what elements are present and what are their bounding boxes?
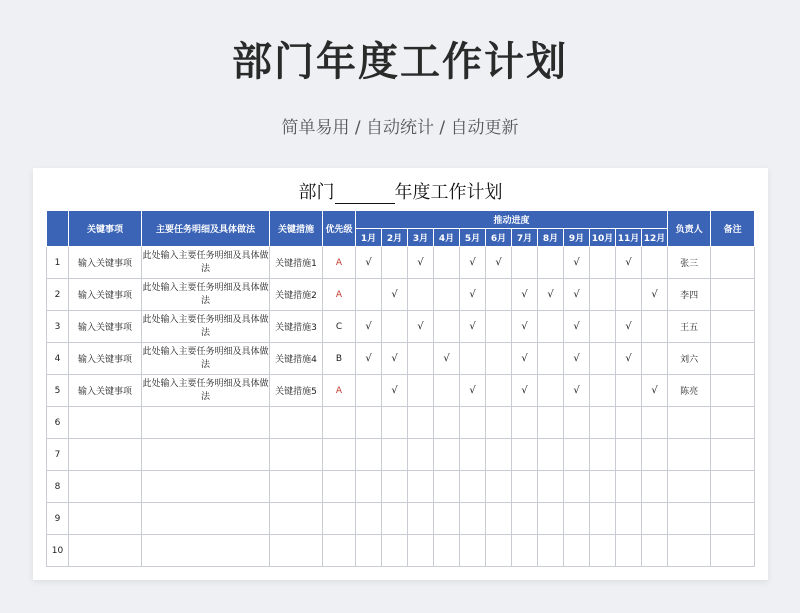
header-priority: 优先级 <box>323 211 356 247</box>
month-check-cell[interactable]: √ <box>408 247 434 279</box>
month-check-cell[interactable] <box>356 503 382 535</box>
table-row <box>47 343 755 375</box>
table-row <box>47 471 755 503</box>
task-detail-cell[interactable]: 此处输入主要任务明细及具体做法 <box>142 311 270 343</box>
month-check-cell[interactable] <box>512 503 538 535</box>
row-number-cell[interactable]: 7 <box>47 439 69 471</box>
month-check-cell[interactable] <box>564 407 590 439</box>
note-cell[interactable] <box>711 247 755 279</box>
month-check-cell[interactable]: √ <box>564 375 590 407</box>
month-check-cell[interactable] <box>642 343 668 375</box>
page-subtitle: 简单易用 / 自动统计 / 自动更新 <box>281 118 519 138</box>
plan-table <box>46 210 755 567</box>
page-title: 部门年度工作计划 <box>232 39 568 85</box>
month-check-cell[interactable] <box>408 535 434 567</box>
month-check-cell[interactable] <box>408 279 434 311</box>
month-check-cell[interactable] <box>512 247 538 279</box>
header-month: 9月 <box>564 229 590 247</box>
month-check-cell[interactable] <box>538 407 564 439</box>
month-check-cell[interactable] <box>434 471 460 503</box>
task-detail-cell[interactable] <box>142 503 270 535</box>
table-row <box>47 535 755 567</box>
month-check-cell[interactable] <box>642 407 668 439</box>
month-check-cell[interactable] <box>356 279 382 311</box>
month-check-cell[interactable] <box>590 247 616 279</box>
note-cell[interactable] <box>711 311 755 343</box>
header-month: 12月 <box>642 229 668 247</box>
header-key-item: 关键事项 <box>69 211 142 247</box>
sheet-title-suffix: 年度工作计划 <box>394 182 503 203</box>
key-item-cell[interactable]: 输入关键事项 <box>69 247 142 279</box>
month-check-cell[interactable]: √ <box>460 279 486 311</box>
sheet-title <box>33 178 768 204</box>
row-number-cell[interactable]: 3 <box>47 311 69 343</box>
month-check-cell[interactable] <box>564 535 590 567</box>
month-check-cell[interactable]: √ <box>642 375 668 407</box>
header-month: 8月 <box>538 229 564 247</box>
month-check-cell[interactable] <box>642 535 668 567</box>
month-check-cell[interactable] <box>460 471 486 503</box>
month-check-cell[interactable] <box>356 439 382 471</box>
month-check-cell[interactable]: √ <box>564 279 590 311</box>
month-check-cell[interactable]: √ <box>382 375 408 407</box>
key-item-cell[interactable] <box>69 439 142 471</box>
note-cell[interactable] <box>711 407 755 439</box>
month-check-cell[interactable] <box>434 439 460 471</box>
month-check-cell[interactable]: √ <box>616 343 642 375</box>
header-month: 7月 <box>512 229 538 247</box>
month-check-cell[interactable] <box>434 535 460 567</box>
priority-cell[interactable] <box>323 439 356 471</box>
row-number-cell[interactable]: 1 <box>47 247 69 279</box>
task-detail-cell[interactable]: 此处输入主要任务明细及具体做法 <box>142 375 270 407</box>
month-check-cell[interactable]: √ <box>512 311 538 343</box>
month-check-cell[interactable] <box>486 535 512 567</box>
month-check-cell[interactable] <box>460 439 486 471</box>
plan-sheet <box>33 168 768 580</box>
month-check-cell[interactable]: √ <box>460 375 486 407</box>
month-check-cell[interactable]: √ <box>356 247 382 279</box>
header-task-detail: 主要任务明细及具体做法 <box>142 211 270 247</box>
header-month: 10月 <box>590 229 616 247</box>
month-check-cell[interactable] <box>382 407 408 439</box>
month-check-cell[interactable] <box>564 503 590 535</box>
priority-cell[interactable] <box>323 503 356 535</box>
key-item-cell[interactable] <box>69 535 142 567</box>
month-check-cell[interactable] <box>486 407 512 439</box>
priority-cell[interactable]: A <box>323 279 356 311</box>
month-check-cell[interactable] <box>486 503 512 535</box>
month-check-cell[interactable]: √ <box>460 311 486 343</box>
priority-cell[interactable] <box>323 471 356 503</box>
month-check-cell[interactable] <box>642 471 668 503</box>
month-check-cell[interactable]: √ <box>564 247 590 279</box>
month-check-cell[interactable] <box>642 503 668 535</box>
month-check-cell[interactable] <box>538 375 564 407</box>
month-check-cell[interactable] <box>616 503 642 535</box>
month-check-cell[interactable] <box>538 439 564 471</box>
month-check-cell[interactable] <box>538 503 564 535</box>
header-index <box>47 211 69 247</box>
month-check-cell[interactable] <box>590 343 616 375</box>
month-check-cell[interactable] <box>486 439 512 471</box>
month-check-cell[interactable] <box>434 407 460 439</box>
month-check-cell[interactable] <box>616 407 642 439</box>
owner-cell[interactable] <box>668 535 711 567</box>
month-check-cell[interactable] <box>590 311 616 343</box>
month-check-cell[interactable] <box>590 503 616 535</box>
month-check-cell[interactable]: √ <box>512 375 538 407</box>
measure-cell[interactable] <box>270 535 323 567</box>
month-check-cell[interactable] <box>382 535 408 567</box>
key-item-cell[interactable]: 输入关键事项 <box>69 279 142 311</box>
month-check-cell[interactable] <box>590 375 616 407</box>
note-cell[interactable] <box>711 343 755 375</box>
month-check-cell[interactable]: √ <box>616 247 642 279</box>
row-number-cell[interactable]: 10 <box>47 535 69 567</box>
row-number-cell[interactable]: 6 <box>47 407 69 439</box>
month-check-cell[interactable]: √ <box>642 279 668 311</box>
month-check-cell[interactable] <box>382 439 408 471</box>
month-check-cell[interactable] <box>356 471 382 503</box>
key-item-cell[interactable]: 输入关键事项 <box>69 343 142 375</box>
row-number-cell[interactable]: 9 <box>47 503 69 535</box>
month-check-cell[interactable]: √ <box>512 279 538 311</box>
header-month: 5月 <box>460 229 486 247</box>
measure-cell[interactable]: 关键措施4 <box>270 343 323 375</box>
priority-cell[interactable]: B <box>323 343 356 375</box>
month-check-cell[interactable]: √ <box>356 343 382 375</box>
header-month: 1月 <box>356 229 382 247</box>
month-check-cell[interactable]: √ <box>460 247 486 279</box>
month-check-cell[interactable] <box>408 407 434 439</box>
measure-cell[interactable] <box>270 471 323 503</box>
month-check-cell[interactable] <box>460 343 486 375</box>
table-row <box>47 503 755 535</box>
measure-cell[interactable]: 关键措施1 <box>270 247 323 279</box>
month-check-cell[interactable] <box>486 471 512 503</box>
owner-cell[interactable]: 陈亮 <box>668 375 711 407</box>
month-check-cell[interactable] <box>434 375 460 407</box>
table-row <box>47 375 755 407</box>
month-check-cell[interactable]: √ <box>564 343 590 375</box>
month-check-cell[interactable]: √ <box>538 279 564 311</box>
month-check-cell[interactable] <box>616 535 642 567</box>
month-check-cell[interactable] <box>512 471 538 503</box>
priority-cell[interactable]: C <box>323 311 356 343</box>
month-check-cell[interactable] <box>408 439 434 471</box>
note-cell[interactable] <box>711 439 755 471</box>
key-item-cell[interactable]: 输入关键事项 <box>69 311 142 343</box>
sheet-title-prefix: 部门 <box>298 182 335 203</box>
owner-cell[interactable] <box>668 471 711 503</box>
month-check-cell[interactable] <box>642 311 668 343</box>
note-cell[interactable] <box>711 375 755 407</box>
task-detail-cell[interactable] <box>142 535 270 567</box>
row-number-cell[interactable]: 8 <box>47 471 69 503</box>
month-check-cell[interactable]: √ <box>356 311 382 343</box>
table-row <box>47 407 755 439</box>
owner-cell[interactable]: 李四 <box>668 279 711 311</box>
month-check-cell[interactable] <box>616 439 642 471</box>
task-detail-cell[interactable] <box>142 407 270 439</box>
priority-cell[interactable]: A <box>323 247 356 279</box>
measure-cell[interactable]: 关键措施3 <box>270 311 323 343</box>
month-check-cell[interactable] <box>538 247 564 279</box>
month-check-cell[interactable] <box>382 471 408 503</box>
owner-cell[interactable] <box>668 503 711 535</box>
month-check-cell[interactable] <box>590 439 616 471</box>
month-check-cell[interactable] <box>642 247 668 279</box>
month-check-cell[interactable] <box>616 471 642 503</box>
month-check-cell[interactable]: √ <box>408 311 434 343</box>
owner-cell[interactable] <box>668 407 711 439</box>
header-month: 6月 <box>486 229 512 247</box>
owner-cell[interactable]: 王五 <box>668 311 711 343</box>
month-check-cell[interactable]: √ <box>382 343 408 375</box>
month-check-cell[interactable]: √ <box>382 279 408 311</box>
month-check-cell[interactable] <box>590 535 616 567</box>
header-month: 11月 <box>616 229 642 247</box>
task-detail-cell[interactable]: 此处输入主要任务明细及具体做法 <box>142 247 270 279</box>
table-row <box>47 439 755 471</box>
task-detail-cell[interactable]: 此处输入主要任务明细及具体做法 <box>142 343 270 375</box>
month-check-cell[interactable]: √ <box>486 247 512 279</box>
department-blank[interactable] <box>335 185 395 204</box>
month-check-cell[interactable] <box>590 279 616 311</box>
table-row <box>47 279 755 311</box>
month-check-cell[interactable] <box>538 311 564 343</box>
month-check-cell[interactable] <box>538 343 564 375</box>
month-check-cell[interactable] <box>460 503 486 535</box>
month-check-cell[interactable] <box>590 471 616 503</box>
note-cell[interactable] <box>711 471 755 503</box>
row-number-cell[interactable]: 2 <box>47 279 69 311</box>
header-progress: 推动进度 <box>356 211 668 229</box>
month-check-cell[interactable]: √ <box>512 343 538 375</box>
key-item-cell[interactable] <box>69 471 142 503</box>
month-check-cell[interactable] <box>538 535 564 567</box>
month-check-cell[interactable] <box>486 311 512 343</box>
priority-cell[interactable]: A <box>323 375 356 407</box>
key-item-cell[interactable] <box>69 407 142 439</box>
month-check-cell[interactable] <box>616 375 642 407</box>
month-check-cell[interactable] <box>512 439 538 471</box>
month-check-cell[interactable] <box>408 471 434 503</box>
month-check-cell[interactable]: √ <box>564 311 590 343</box>
header-note: 备注 <box>711 211 755 247</box>
table-row <box>47 311 755 343</box>
month-check-cell[interactable] <box>356 407 382 439</box>
measure-cell[interactable]: 关键措施5 <box>270 375 323 407</box>
measure-cell[interactable] <box>270 439 323 471</box>
task-detail-cell[interactable] <box>142 439 270 471</box>
month-check-cell[interactable] <box>434 503 460 535</box>
month-check-cell[interactable] <box>356 535 382 567</box>
header-month: 4月 <box>434 229 460 247</box>
month-check-cell[interactable] <box>486 279 512 311</box>
month-check-cell[interactable] <box>512 535 538 567</box>
key-item-cell[interactable] <box>69 503 142 535</box>
month-check-cell[interactable] <box>356 375 382 407</box>
note-cell[interactable] <box>711 503 755 535</box>
task-detail-cell[interactable] <box>142 471 270 503</box>
month-check-cell[interactable] <box>486 375 512 407</box>
measure-cell[interactable] <box>270 407 323 439</box>
header-month: 2月 <box>382 229 408 247</box>
header-month: 3月 <box>408 229 434 247</box>
measure-cell[interactable] <box>270 503 323 535</box>
owner-cell[interactable]: 张三 <box>668 247 711 279</box>
month-check-cell[interactable] <box>434 311 460 343</box>
month-check-cell[interactable] <box>408 375 434 407</box>
month-check-cell[interactable]: √ <box>616 311 642 343</box>
month-check-cell[interactable] <box>486 343 512 375</box>
month-check-cell[interactable] <box>434 247 460 279</box>
month-check-cell[interactable] <box>382 247 408 279</box>
month-check-cell[interactable] <box>616 279 642 311</box>
month-check-cell[interactable] <box>642 439 668 471</box>
priority-cell[interactable] <box>323 535 356 567</box>
month-check-cell[interactable] <box>408 343 434 375</box>
month-check-cell[interactable] <box>460 407 486 439</box>
month-check-cell[interactable] <box>590 407 616 439</box>
owner-cell[interactable] <box>668 439 711 471</box>
month-check-cell[interactable] <box>564 439 590 471</box>
month-check-cell[interactable] <box>538 471 564 503</box>
task-detail-cell[interactable]: 此处输入主要任务明细及具体做法 <box>142 279 270 311</box>
month-check-cell[interactable] <box>564 471 590 503</box>
key-item-cell[interactable]: 输入关键事项 <box>69 375 142 407</box>
header-measure: 关键措施 <box>270 211 323 247</box>
priority-cell[interactable] <box>323 407 356 439</box>
month-check-cell[interactable]: √ <box>434 343 460 375</box>
month-check-cell[interactable] <box>382 311 408 343</box>
month-check-cell[interactable] <box>408 503 434 535</box>
row-number-cell[interactable]: 5 <box>47 375 69 407</box>
note-cell[interactable] <box>711 279 755 311</box>
month-check-cell[interactable] <box>382 503 408 535</box>
row-number-cell[interactable]: 4 <box>47 343 69 375</box>
measure-cell[interactable]: 关键措施2 <box>270 279 323 311</box>
month-check-cell[interactable] <box>434 279 460 311</box>
month-check-cell[interactable] <box>512 407 538 439</box>
table-row <box>47 247 755 279</box>
owner-cell[interactable]: 刘六 <box>668 343 711 375</box>
note-cell[interactable] <box>711 535 755 567</box>
header-owner: 负责人 <box>668 211 711 247</box>
month-check-cell[interactable] <box>460 535 486 567</box>
